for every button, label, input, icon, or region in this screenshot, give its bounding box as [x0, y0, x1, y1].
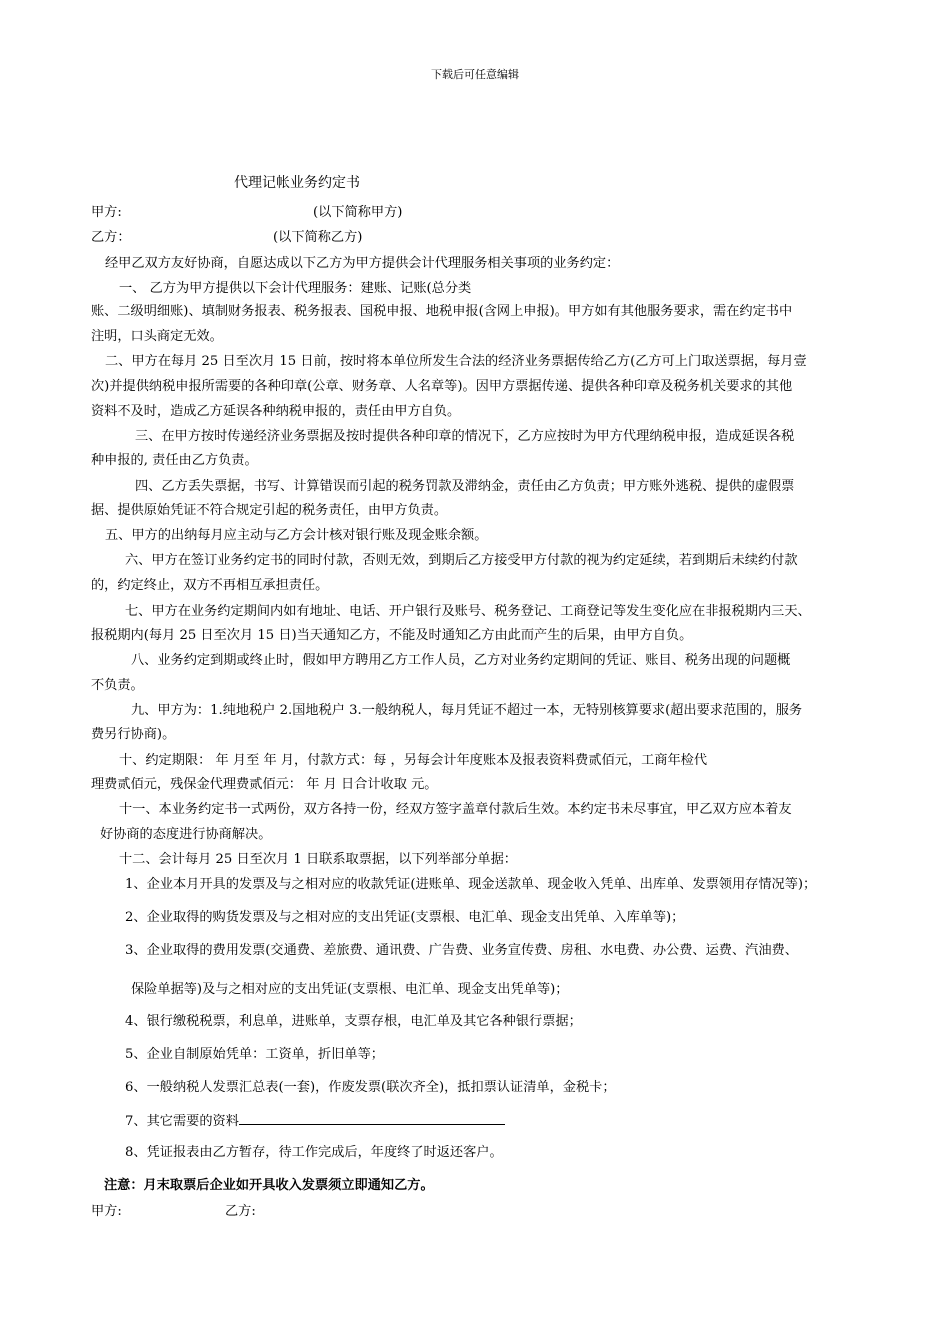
other-materials-label: 7、其它需要的资料: [125, 1114, 239, 1129]
clause-line: 次)并提供纳税申报所需要的各种印章(公章、财务章、人名章等)。因甲方票据传递、提供各种印章及税务机关要求的其他: [91, 379, 793, 394]
fill-in-blank: [239, 1112, 505, 1125]
document-list-item: 3、企业取得的费用发票(交通费、差旅费、通讯费、广告费、业务宣传费、房租、水电费、办公费、运费、汽油费、: [125, 943, 798, 958]
document-list-item: 5、企业自制原始凭单：工资单，折旧单等；: [125, 1047, 384, 1062]
clause-line: 二、甲方在每月 25 日至次月 15 日前，按时将本单位所发生合法的经济业务票据传给乙方(乙方可上门取送票据，每月壹: [105, 354, 807, 369]
signature-party-b: 乙方:: [225, 1204, 256, 1219]
party-b-line: [91, 229, 363, 247]
document-title: 代理记帐业务约定书: [234, 175, 360, 191]
clause-line: 报税期内(每月 25 日至次月 15 日)当天通知乙方，不能及时通知乙方由此而产生的后果，由甲方自负。: [91, 628, 693, 643]
clause-line: 七、甲方在业务约定期间内如有地址、电话、开户银行及账号、税务登记、工商登记等发生变化应在非报税期内三天、: [125, 604, 811, 619]
clause-line: 九、甲方为：1.纯地税户 2.国地税户 3.一般纳税人，每月凭证不超过一本，无特别核算要求(超出要求范围的，服务: [131, 703, 803, 718]
intro-paragraph: 经甲乙双方友好协商，自愿达成以下乙方为甲方提供会计代理服务相关事项的业务约定：: [105, 256, 620, 271]
party-a-line: [91, 204, 403, 222]
clause-line: 八、业务约定到期或终止时，假如甲方聘用乙方工作人员，乙方对业务约定期间的凭证、账目、税务出现的问题概: [131, 653, 791, 668]
party-b-label: 乙方：: [91, 230, 131, 245]
document-list-item: 2、企业取得的购货发票及与之相对应的支出凭证(支票根、电汇单、现金支出凭单、入库单等)；: [125, 910, 685, 925]
party-a-label: 甲方:: [91, 205, 122, 220]
document-list-item: 6、一般纳税人发票汇总表(一套)，作废发票(联次齐全)，抵扣票认证清单，金税卡；: [125, 1080, 616, 1095]
clause-line: 一、 乙方为甲方提供以下会计代理服务：建账、记账(总分类: [119, 281, 472, 296]
notice-text: 注意：月末取票后企业如开具收入发票须立即通知乙方。: [104, 1178, 434, 1193]
party-b-note: (以下简称乙方): [273, 230, 363, 245]
clause-line: 十二、会计每月 25 日至次月 1 日联系取票据，以下列举部分单据：: [119, 852, 517, 867]
clause-line: 注明，口头商定无效。: [91, 329, 223, 344]
clause-line: 账、二级明细账)、填制财务报表、税务报表、国税申报、地税申报(含网上申报)。甲方如有其他服务要求，需在约定书中: [91, 304, 793, 319]
clause-line: 六、甲方在签订业务约定书的同时付款，否则无效，到期后乙方接受甲方付款的视为约定延续，若到期后未续约付款: [125, 553, 798, 568]
clause-line: 费另行协商)。: [91, 727, 176, 742]
party-a-note: (以下简称甲方): [313, 205, 403, 220]
clause-line: 五、甲方的出纳每月应主动与乙方会计核对银行账及现金账余额。: [105, 528, 488, 543]
clause-line: 好协商的态度进行协商解决。: [100, 827, 272, 842]
clause-line: 三、在甲方按时传递经济业务票据及按时提供各种印章的情况下，乙方应按时为甲方代理纳税申报，造成延误各税: [135, 429, 795, 444]
clause-line: 据、提供原始凭证不符合规定引起的税务责任，由甲方负责。: [91, 503, 448, 518]
clause-line: 理费贰佰元，残保金代理费贰佰元： 年 月 日合计收取 元。: [91, 777, 438, 792]
document-list-item: 8、凭证报表由乙方暂存，待工作完成后，年度终了时返还客户。: [125, 1145, 503, 1160]
document-list-item: [125, 1112, 505, 1131]
clause-line: 四、乙方丢失票据，书写、计算错误而引起的税务罚款及滞纳金，责任由乙方负责；甲方账外逃税、提供的虚假票: [135, 479, 795, 494]
clause-line: 种申报的, 责任由乙方负责。: [91, 453, 258, 468]
clause-line: 十一、本业务约定书一式两份，双方各持一份，经双方签字盖章付款后生效。本约定书未尽事宜，甲乙双方应本着友: [119, 802, 792, 817]
document-list-item: 保险单据等)及与之相对应的支出凭证(支票根、电汇单、现金支出凭单等)；: [131, 982, 569, 997]
clause-line: 的，约定终止，双方不再相互承担责任。: [91, 578, 329, 593]
clause-line: 不负责。: [91, 678, 144, 693]
document-list-item: 1、企业本月开具的发票及与之相对应的收款凭证(进账单、现金送款单、现金收入凭单、出库单、发票领用存情况等)；: [125, 877, 817, 892]
signature-party-a: 甲方:: [91, 1204, 122, 1219]
clause-line: 资料不及时，造成乙方延误各种纳税申报的，责任由甲方自负。: [91, 404, 461, 419]
document-list-item: 4、银行缴税税票，利息单，进账单，支票存根，电汇单及其它各种银行票据；: [125, 1014, 582, 1029]
signature-line: [91, 1203, 256, 1221]
header-note: 下载后可任意编辑: [431, 68, 519, 81]
clause-line: 十、约定期限： 年 月至 年 月，付款方式：每 ，另每会计年度账本及报表资料费贰佰元，工商年检代: [119, 753, 708, 768]
